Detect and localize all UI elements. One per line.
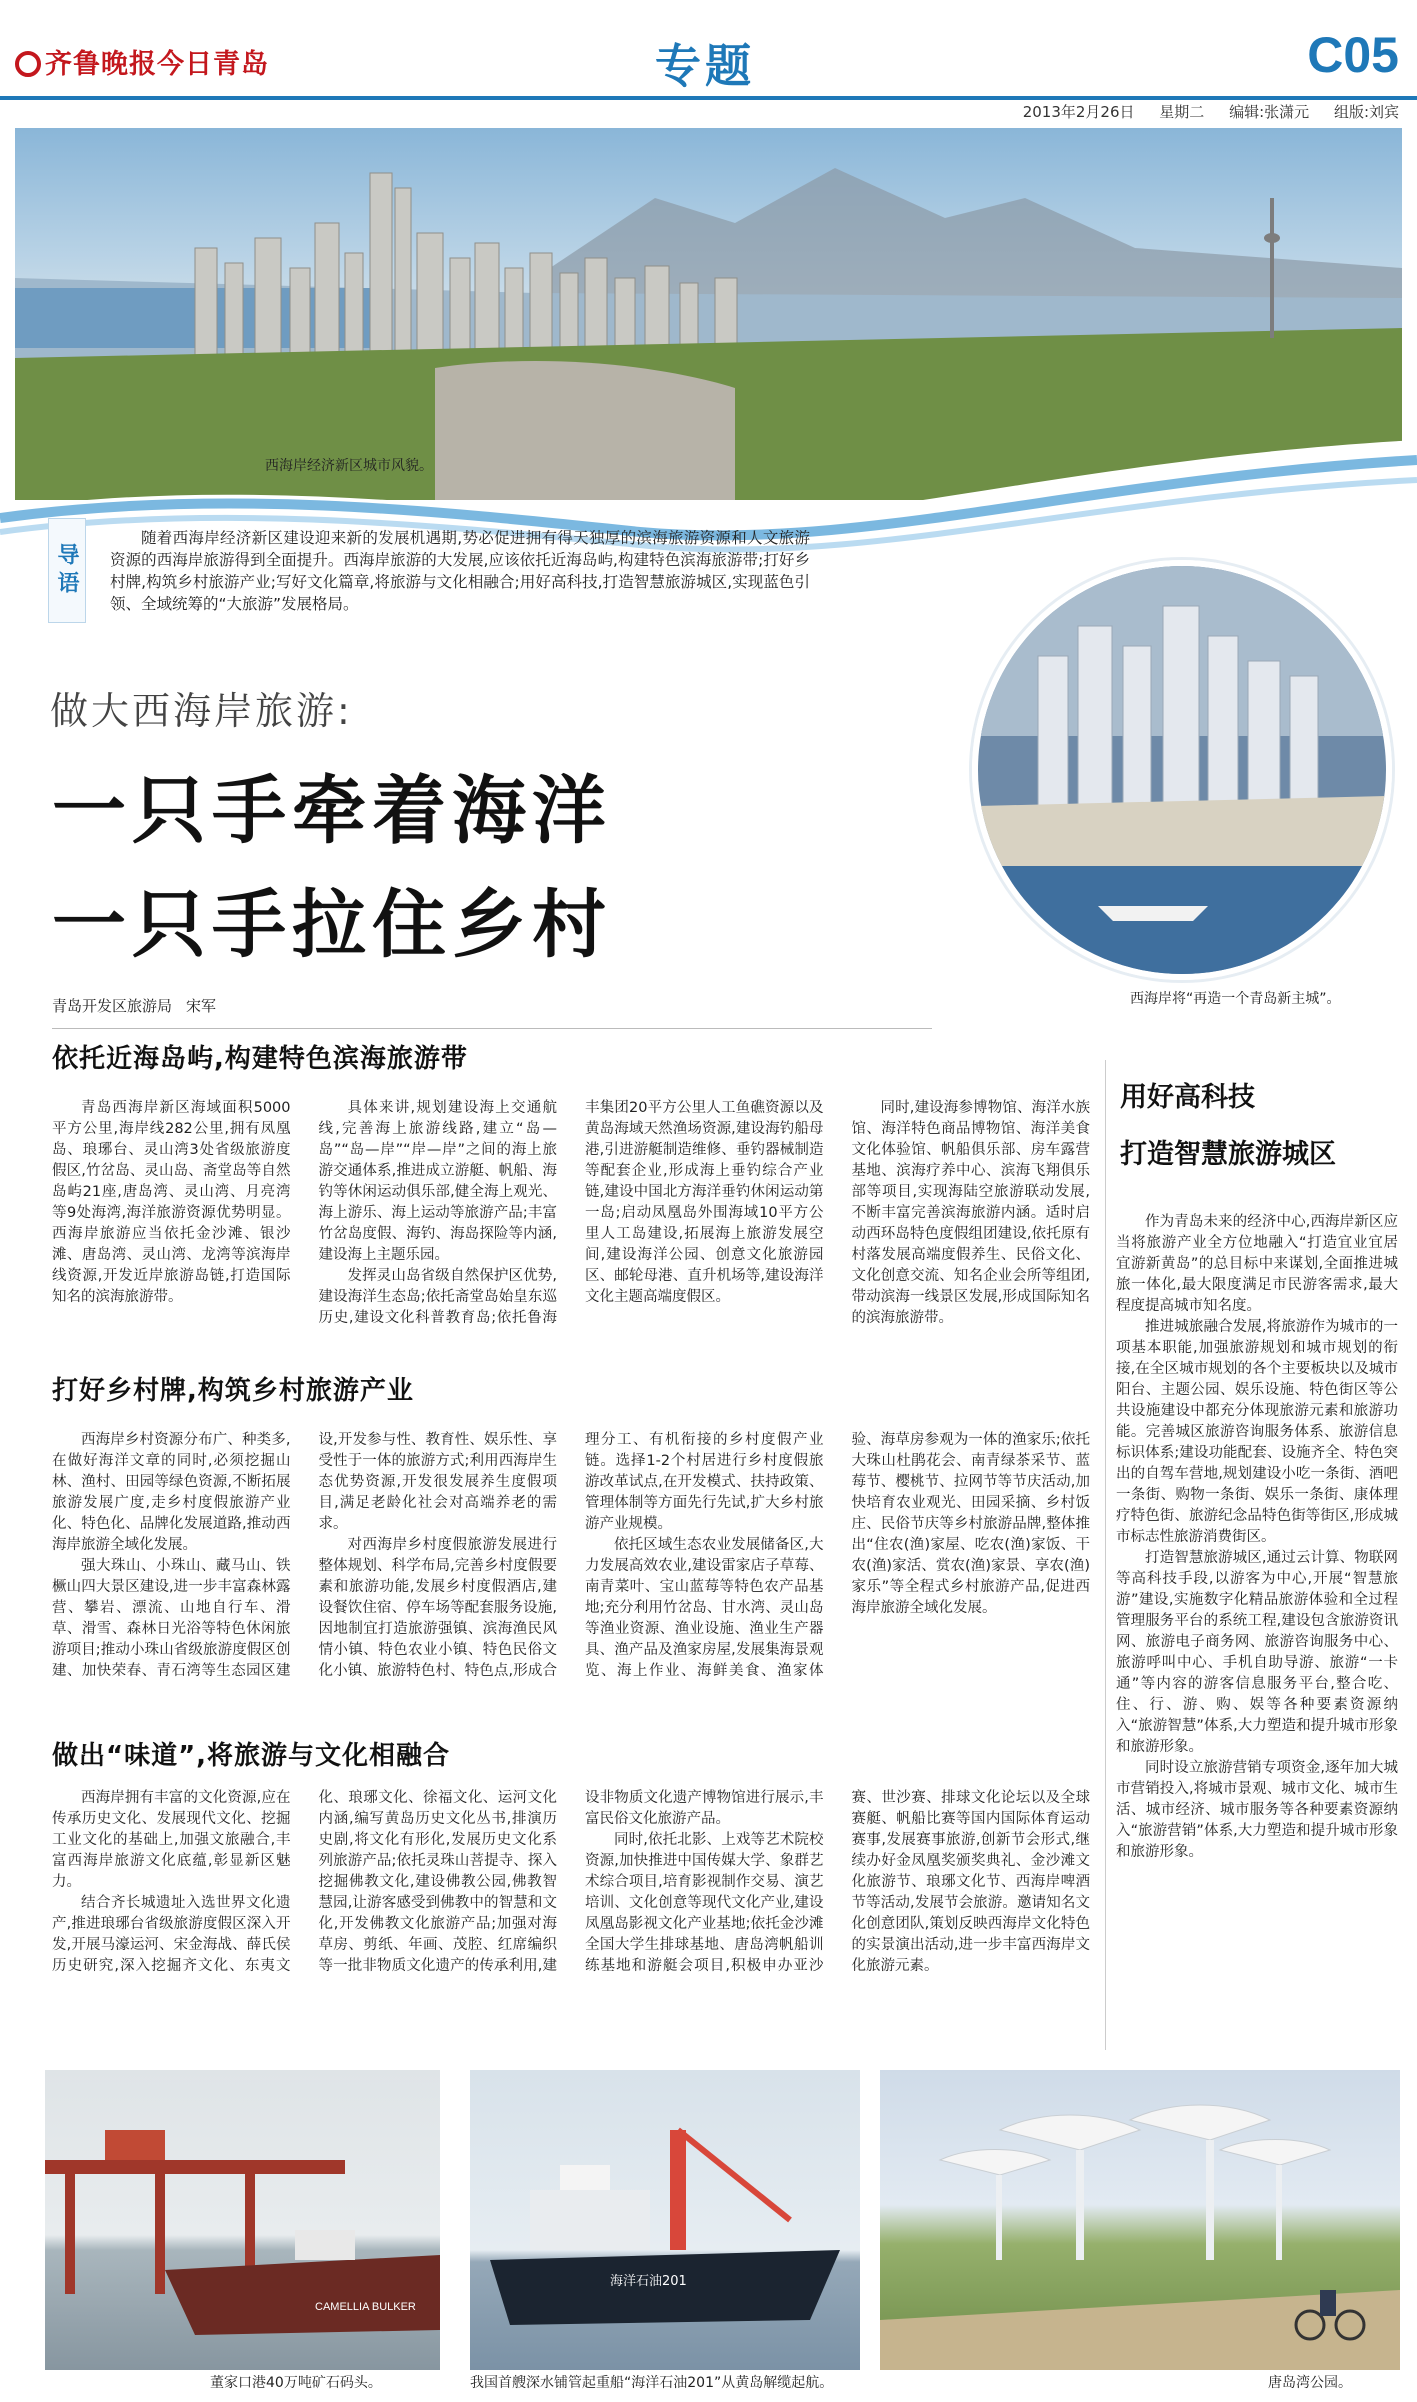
section-3-paragraph: 结合齐长城遗址入选世界文化遗产,推进琅琊台省级旅游度假区深入开发,开展马濠运河、宋金海战、薛氏侯历史研究,深入挖掘齐文化、东夷文化、琅琊文化、徐福文化、运河文化内涵,编写黄岛历史文化丛书,排演历史剧,将文化有形化,发展历史文化系列旅游产品;依托灵珠山菩提寺、探入挖掘佛教文化,建设佛教公园,佛教智慧园,让游客感受到佛教中的智慧和文化,开发佛教文化旅游产品;加强对海草房、剪纸、年画、茂腔、红席编织等一批非物质文化遗产的传承利用,建设非物质文化遗产博物馆进行展示,丰富民俗文化旅游产品。 [52, 1790, 824, 1974]
port-photo [45, 2070, 440, 2370]
pipelay-vessel-illustration [470, 2070, 860, 2370]
round-photo [972, 560, 1392, 980]
header-rule [0, 96, 1417, 100]
byline-org: 青岛开发区旅游局 [52, 997, 173, 1015]
side-title-2: 打造智慧旅游城区 [1120, 1139, 1336, 1170]
side-paragraph: 推进城旅融合发展,将旅游作为城市的一项基本职能,加强旅游规划和城市规划的衔接,在全区城市规划的各个主要板块以及城市阳台、主题公园、娱乐设施、特色街区等公共设施建设中都充分体现旅游元素和旅游功能。完善城区旅游咨询服务体系、旅游信息标识体系;建设功能配套、设施齐全、特色突出的自驾车营地,规划建设小吃一条街、酒吧一条街、购物一条街、娱乐一条街、康体理疗特色街、旅游纪念品特色街等街区,形成城市标志性旅游消费街区。 [1116, 1319, 1398, 1545]
divider [52, 1028, 932, 1029]
issue-weekday: 星期二 [1159, 103, 1205, 121]
side-title-1: 用好高科技 [1120, 1082, 1255, 1113]
pipelay-ship-photo [470, 2070, 860, 2370]
section-3-body [52, 1788, 1090, 2050]
section-1-paragraph: 发挥灵山岛省级自然保护区优势,建设海洋生态岛;依托斋堂岛始皇东巡历史,建设文化科普教育岛;依托鲁海丰集团20平方公里人工鱼礁资源以及黄岛海域天然渔场资源,建设海钓船母港,引进游艇制造维修、垂钓器械制造等配套企业,形成海上垂钓综合产业链,建设中国北方海洋垂钓休闲运动第一岛;启动凤凰岛外围海域10平方公里人工岛建设,拓展海上旅游发展空间,建设海洋公园、创意文化旅游园区、邮轮母港、直升机场等,建设海洋文化主题高端度假区。 [318, 1100, 824, 1326]
section-2-paragraph: 依托区域生态农业发展储备区,大力发展高效农业,建设雷家店子草莓、南青菜叶、宝山蓝莓等特色农产品基地;充分利用竹岔岛、甘水湾、灵山岛等渔业资源、渔业设施、渔业生产器具、渔产品及渔家房屋,发展集海景观览、海上作业、海鲜美食、渔家体验、海草房参观为一体的渔家乐;依托大珠山杜鹃花会、南青绿茶采节、蓝莓节、樱桃节、拉网节等节庆活动,加快培育农业观光、田园采摘、乡村饭庄、民俗节庆等乡村旅游品牌,整体推出“住农(渔)家屋、吃农(渔)家饭、干农(渔)家活、赏农(渔)家景、享农(渔)家乐”等全程式乡村旅游产品,促进西海岸旅游全域化发展。 [585, 1432, 1090, 1679]
ore-terminal-illustration [45, 2070, 440, 2370]
masthead [15, 42, 269, 81]
section-2-paragraph: 西海岸乡村资源分布广、种类多,在做好海洋文章的同时,必须挖掘山林、渔村、田园等绿色资源,不断拓展旅游发展广度,走乡村度假旅游产业化、特色化、品牌化发展道路,推动西海岸旅游全域化发展。 [52, 1432, 291, 1553]
issue-date: 2013年2月26日 [1022, 103, 1135, 121]
section-title: 专题 [655, 39, 755, 93]
side-column-body [1116, 1212, 1398, 1863]
section-2-body [52, 1430, 1090, 1698]
section-3-title: 做出“味道”,将旅游与文化相融合 [52, 1741, 451, 1771]
pipelay-photo-caption: 我国首艘深水铺管起重船“海洋石油201”从黄岛解缆起航。 [470, 2375, 834, 2391]
byline-author: 宋军 [186, 997, 217, 1015]
headline-line-1: 一只手牵着海洋 [52, 768, 612, 854]
round-photo-caption: 西海岸将“再造一个青岛新主城”。 [1130, 991, 1341, 1007]
section-2-paragraph: 对西海岸乡村度假旅游发展进行整体规划、科学布局,完善乡村度假要素和旅游功能,发展乡村度假酒店,建设餐饮住宿、停车场等配套服务设施,因地制宜打造旅游强镇、滨海渔民风情小镇、特色农业小镇、特色民俗文化小镇、旅游特色村、特色点,形成合理分工、有机衔接的乡村度假产业链。选择1-2个村居进行乡村度假旅游改革试点,在开发模式、扶持政策、管理体制等方面先行先试,扩大乡村旅游产业规模。 [318, 1432, 824, 1679]
side-column-divider [1105, 1060, 1106, 2050]
ship-name-label: CAMELLIA BULKER [315, 2301, 416, 2313]
hero-caption: 西海岸经济新区城市风貌。 [265, 458, 433, 474]
section-1-paragraph: 同时,建设海参博物馆、海洋水族馆、海洋特色商品博物馆、海洋美食文化体验馆、帆船俱乐部、房车露营基地、滨海疗养中心、滨海飞翔俱乐部等项目,实现海陆空旅游联动发展,不断丰富完善滨海旅游内涵。适时启动西环岛特色度假组团建设,依托原有村落发展高端度假养生、民俗文化、文化创意交流、知名企业会所等组团,带动滨海一线景区发展,形成国际知名的滨海旅游带。 [851, 1100, 1090, 1326]
section-1-paragraph: 青岛西海岸新区海域面积5000平方公里,海岸线282公里,拥有凤凰岛、琅琊台、灵山湾3处省级旅游度假区,竹岔岛、灵山岛、斋堂岛等自然岛屿21座,唐岛湾、灵山湾、月亮湾等9处海湾,海洋旅游资源优势明显。西海岸旅游应当依托金沙滩、银沙滩、唐岛湾、灵山湾、龙湾等滨海岸线资源,开发近岸旅游岛链,打造国际知名的滨海旅游带。 [52, 1100, 291, 1305]
section-2-title: 打好乡村牌,构筑乡村旅游产业 [52, 1376, 414, 1406]
layout-editor: 组版:刘宾 [1333, 103, 1399, 121]
headline-kicker: 做大西海岸旅游: [50, 689, 353, 733]
tangdao-bay-park-illustration [880, 2070, 1400, 2370]
editor: 编辑:张潇元 [1229, 103, 1310, 121]
header-meta [1009, 101, 1399, 122]
intro-paragraph: 随着西海岸经济新区建设迎来新的发展机遇期,势必促进拥有得天独厚的滨海旅游资源和人文旅游资源的西海岸旅游得到全面提升。西海岸旅游的大发展,应该依托近海岛屿,构建特色滨海旅游带;打好乡村牌,构筑乡村旅游产业;写好文化篇章,将旅游与文化相融合;用好高科技,打造智慧旅游城区,实现蓝色引领、全域统筹的“大旅游”发展格局。 [110, 529, 810, 613]
vessel-name-label: 海洋石油201 [610, 2274, 687, 2289]
section-1-body [52, 1098, 1090, 1360]
new-city-rendering-illustration [978, 566, 1386, 974]
section-1-title: 依托近海岛屿,构建特色滨海旅游带 [52, 1044, 468, 1074]
newspaper-logo-icon [15, 51, 41, 77]
park-photo [880, 2070, 1400, 2370]
port-photo-caption: 董家口港40万吨矿石码头。 [210, 2375, 382, 2391]
masthead-title: 齐鲁晚报今日青岛 [45, 49, 269, 80]
byline [52, 995, 216, 1016]
park-photo-caption: 唐岛湾公园。 [1268, 2375, 1352, 2391]
side-paragraph: 打造智慧旅游城区,通过云计算、物联网等高科技手段,以游客为中心,开展“智慧旅游”建设,实施数字化精品旅游体验和全过程管理服务平台的系统工程,建设包含旅游资讯网、旅游电子商务网、旅游咨询服务中心、旅游呼叫中心、手机自助导游、旅游“一卡通”等内容的游客信息服务平台,整合吃、住、行、游、购、娱等各种要素资源纳入“旅游智慧”体系,大力塑造和提升城市形象和旅游形象。 [1116, 1550, 1398, 1755]
intro-badge: 导语 [48, 518, 86, 623]
section-3-paragraph: 同时,依托北影、上戏等艺术院校资源,加快推进中国传媒大学、象群艺术综合项目,培育影视制作交易、演艺培训、文化创意等现代文化产业,建设凤凰岛影视文化产业基地;依托金沙滩全国大学生排球基地、唐岛湾帆船训练基地和游艇会项目,积极申办亚沙赛、世沙赛、排球文化论坛以及全球赛艇、帆船比赛等国内国际体育运动赛事,发展赛事旅游,创新节会形式,继续办好金凤凰奖颁奖典礼、金沙滩文化旅游节、琅琊文化节、西海岸啤酒节等活动,发展节会旅游。邀请知名文化创意团队,策划反映西海岸文化特色的实景演出活动,进一步丰富西海岸文化旅游元素。 [585, 1790, 1090, 1974]
headline-line-2: 一只手拉住乡村 [52, 882, 612, 968]
section-3-paragraph: 西海岸拥有丰富的文化资源,应在传承历史文化、发展现代文化、挖掘工业文化的基础上,加强文旅融合,丰富西海岸旅游文化底蕴,彰显新区魅力。 [52, 1790, 291, 1890]
section-1-paragraph: 具体来讲,规划建设海上交通航线,完善海上旅游线路,建立“岛—岛”“岛—岸”“岸—岸”之间的海上旅游交通体系,推进成立游艇、帆船、海钓等休闲运动俱乐部,健全海上观光、海上游乐、海上运动等旅游产品;丰富竹岔岛度假、海钓、海岛探险等内涵,建设海上主题乐园。 [318, 1100, 557, 1263]
side-paragraph: 同时设立旅游营销专项资金,逐年加大城市营销投入,将城市景观、城市文化、城市生活、城市经济、城市服务等各种要素资源纳入“旅游营销”体系,大力塑造和提升城市形象和旅游形象。 [1116, 1760, 1398, 1860]
side-paragraph: 作为青岛未来的经济中心,西海岸新区应当将旅游产业全方位地融入“打造宜业宜居宜游新黄岛”的总目标中来谋划,全面推进城旅一体化,最大限度满足市民游客需求,最大程度提高城市知名度。 [1116, 1214, 1398, 1314]
section-2-paragraph: 强大珠山、小珠山、藏马山、铁橛山四大景区建设,进一步丰富森林露营、攀岩、漂流、山地自行车、滑草、滑雪、森林日光浴等特色休闲旅游项目;推动小珠山省级旅游度假区创建、加快荣春、青石湾等生态园区建设,开发参与性、教育性、娱乐性、享受性于一体的旅游方式;利用西海岸生态优势资源,开发很发展养生度假项目,满足老龄化社会对高端养老的需求。 [52, 1432, 557, 1679]
page-number: C05 [1307, 27, 1399, 83]
